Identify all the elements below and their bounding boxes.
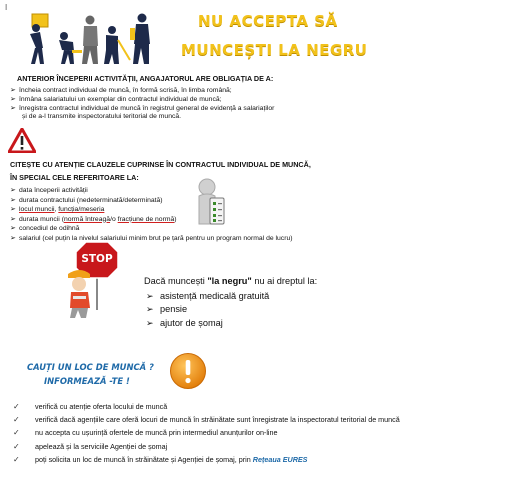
- section2-heading-line1: CITEȘTE CU ATENȚIE CLAUZELE CUPRINSE ÎN CONTRACTUL INDIVIDUAL DE MUNCĂ,: [10, 160, 311, 169]
- warning-triangle-icon: [8, 128, 36, 153]
- list-item: ➢ durata contractului (nedeterminată/determinată): [10, 196, 163, 204]
- checkmark-icon: ✓: [13, 415, 20, 425]
- list-item: ✓ nu accepta cu ușurință ofertele de muncă prin intermediul anunțurilor on-line: [10, 426, 400, 439]
- list-item: ➢ durata muncii (normă întreagă/o fracțiune de normă): [10, 215, 177, 223]
- person-checklist-icon: [193, 178, 233, 228]
- arrow-bullet-icon: ➢: [10, 187, 16, 194]
- section1-list: [10, 87, 274, 122]
- cta-line2: INFORMEAZĂ -TE !: [44, 376, 130, 386]
- checkmark-icon: ✓: [13, 454, 20, 464]
- list-item: ➢ asistență medicală gratuită: [144, 290, 317, 304]
- arrow-bullet-icon: ➢: [10, 87, 16, 94]
- list-item: ✓ poți solicita un loc de muncă în străinătate și Agenției de șomaj, prin Rețeaua EURES: [10, 453, 400, 466]
- checkmark-icon: ✓: [13, 428, 20, 438]
- arrow-bullet-icon: ➢: [10, 206, 16, 213]
- arrow-bullet-icon: ➢: [10, 196, 16, 204]
- list-item-continuation: și de a-l transmite inspectoratului teritorial de muncă.: [22, 113, 182, 121]
- arrow-bullet-icon: ➢: [146, 304, 154, 314]
- stop-sign-label: STOP: [81, 253, 113, 265]
- exclamation-icon: [169, 352, 207, 390]
- arrow-bullet-icon: ➢: [10, 215, 16, 223]
- list-item: ✓ verifică dacă agențiile care oferă locuri de muncă în străinătate sunt înregistrate la inspectoratul teritorial de muncă: [10, 413, 400, 426]
- section1-heading: ANTERIOR ÎNCEPERII ACTIVITĂȚII, ANGAJATORUL ARE OBLIGAȚIA DE A:: [17, 74, 274, 83]
- section2-list: [10, 186, 293, 243]
- list-item: ➢ concediul de odihnă: [10, 225, 80, 232]
- arrow-bullet-icon: ➢: [10, 95, 16, 103]
- arrow-bullet-icon: ➢: [146, 317, 154, 328]
- rights-intro: Dacă muncești "la negru" nu ai dreptul la:: [144, 276, 318, 286]
- list-item: ✓ verifică cu atenție oferta locului de muncă: [10, 400, 400, 413]
- checkmark-icon: ✓: [13, 402, 20, 411]
- list-item: ✓ apelează și la serviciile Agenției de șomaj: [10, 440, 400, 453]
- workers-silhouette-icon: [26, 10, 154, 66]
- list-item: ➢ locul muncii, funcția/meseria: [10, 206, 105, 213]
- arrow-bullet-icon: ➢: [10, 104, 16, 112]
- corner-mark: I: [5, 3, 8, 12]
- poster-title-line2: MUNCEȘTI LA NEGRU: [181, 41, 368, 59]
- section2-heading-line2: ÎN SPECIAL CELE REFERITOARE LA:: [10, 173, 139, 182]
- list-item: ➢ data începerii activității: [10, 187, 88, 194]
- arrow-bullet-icon: ➢: [10, 234, 16, 242]
- eures-link: Rețeaua EURES: [252, 454, 308, 464]
- list-item: ➢ ajutor de șomaj: [144, 317, 317, 331]
- checkmark-icon: ✓: [13, 441, 20, 451]
- cta-line1: CAUȚI UN LOC DE MUNCĂ ?: [27, 362, 154, 372]
- list-item: ➢ înmâna salariatului un exemplar din contractul individual de muncă;: [10, 95, 222, 103]
- list-item: ➢ înregistra contractul individual de muncă în registrul general de evidență a salariaților: [10, 104, 275, 112]
- arrow-bullet-icon: ➢: [10, 225, 16, 232]
- poster-title-line1: NU ACCEPTA SĂ: [198, 12, 338, 30]
- arrow-bullet-icon: ➢: [146, 290, 154, 301]
- stop-sign-worker-icon: [62, 240, 122, 320]
- advice-list: [10, 400, 400, 466]
- rights-block: [144, 275, 317, 330]
- list-item: ➢ încheia contract individual de muncă, în formă scrisă, în limba română;: [10, 87, 232, 94]
- list-item: ➢ salariul (cel puțin la nivelul salariului minim brut pe țară pentru un program normal de lucru): [10, 234, 293, 242]
- list-item: ➢ pensie: [144, 303, 317, 317]
